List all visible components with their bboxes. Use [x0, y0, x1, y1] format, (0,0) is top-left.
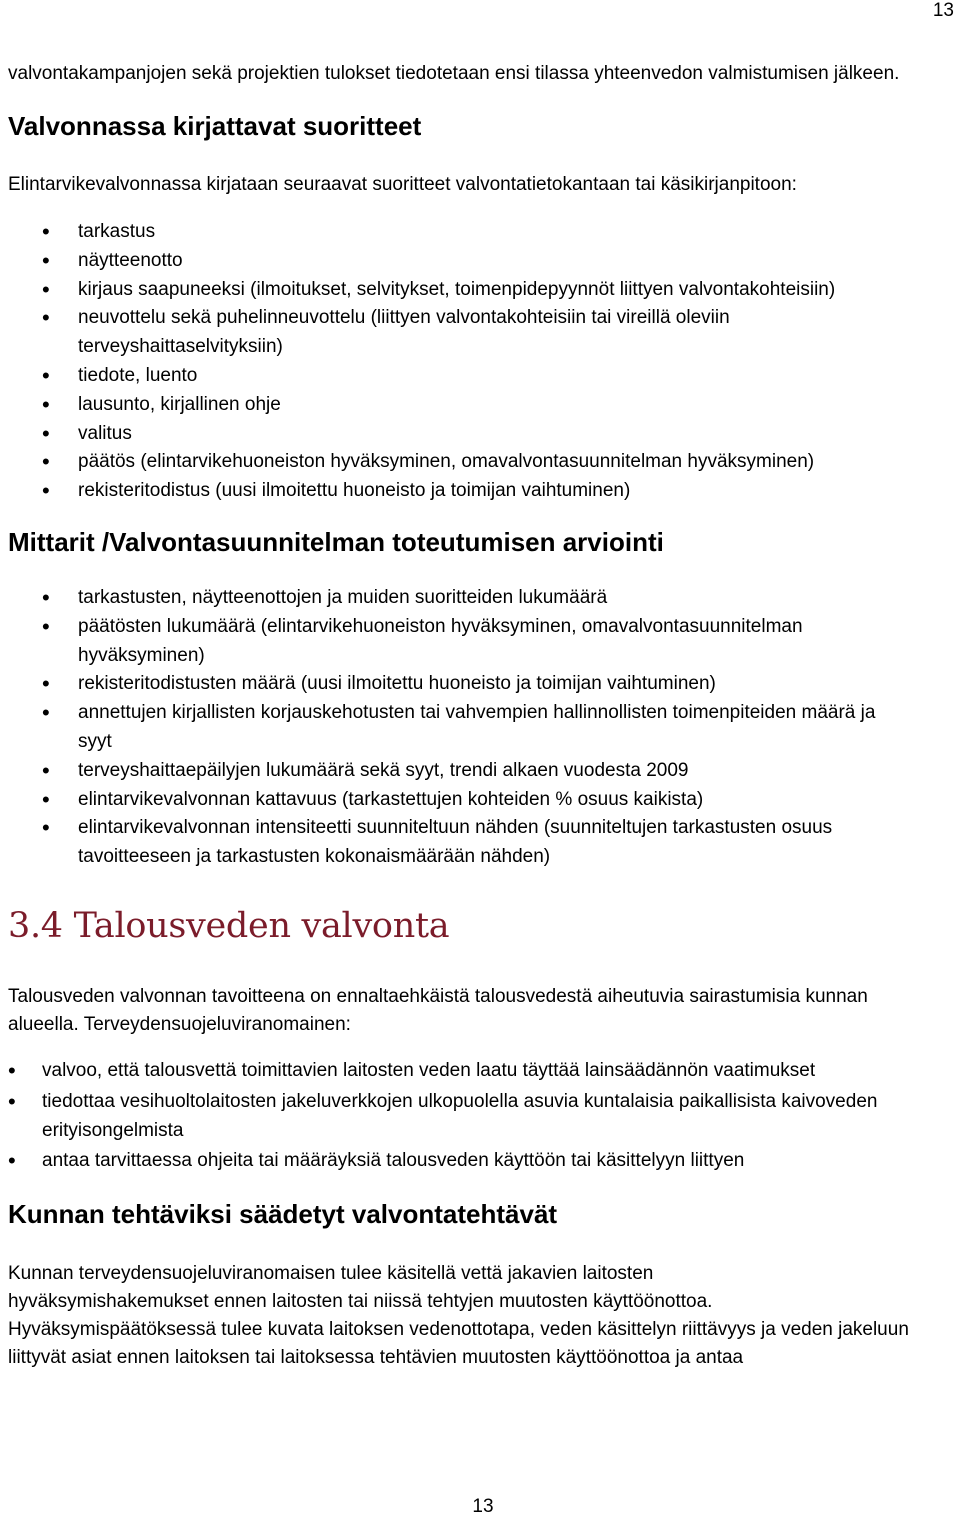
chapter-title-talousvesi: 3.4 Talousveden valvonta — [8, 905, 450, 946]
page-number-bottom: 13 — [472, 1496, 494, 1517]
list-item: • elintarvikevalvonnan intensiteetti suunniteltuun nähden (suunniteltujen tarkastusten osuus tavoitteeseen ja tarkastusten kokonaismäärään nähden) — [8, 814, 928, 872]
suoritteet-list — [8, 218, 898, 506]
list-item: • tarkastusten, näytteenottojen ja muiden suoritteiden lukumäärä — [8, 584, 928, 613]
kunnan-para-1: Kunnan terveydensuojeluviranomaisen tulee käsitellä vettä jakavien laitosten hyväksymishakemukset ennen laitosten tai niissä tehtyjen muutosten käyttöönottoa. — [8, 1263, 713, 1313]
section-title-kunnan: Kunnan tehtäviksi säädetyt valvontatehtävät — [8, 1199, 558, 1230]
list-item: • rekisteritodistus (uusi ilmoitettu huoneisto ja toimijan vaihtuminen) — [8, 477, 898, 506]
talousvesi-list — [8, 1057, 928, 1176]
list-item: • näytteenotto — [8, 247, 898, 276]
list-item: • elintarvikevalvonnan kattavuus (tarkastettujen kohteiden % osuus kaikista) — [8, 786, 928, 815]
section-title-mittarit: Mittarit /Valvontasuunnitelman toteutumisen arviointi — [8, 526, 664, 557]
list-item: • valitus — [8, 420, 898, 449]
list-item: • kirjaus saapuneeksi (ilmoitukset, selvitykset, toimenpidepyynnöt liittyen valvontakohteisiin) — [8, 276, 898, 305]
page-content — [8, 60, 958, 1372]
list-item: • tiedote, luento — [8, 362, 898, 391]
list-item: • rekisteritodistusten määrä (uusi ilmoitettu huoneisto ja toimijan vaihtuminen) — [8, 670, 928, 699]
list-item: • tiedottaa vesihuoltolaitosten jakeluverkkojen ulkopuolella asuvia kuntalaisia paikallisista kaivoveden erityisongelmista — [8, 1088, 928, 1146]
list-item: • päätösten lukumäärä (elintarvikehuoneiston hyväksyminen, omavalvontasuunnitelman hyväksyminen) — [8, 613, 928, 671]
list-item: • antaa tarvittaessa ohjeita tai määräyksiä talousveden käyttöön tai käsittelyyn liittyen — [8, 1147, 928, 1176]
list-item: • neuvottelu sekä puhelinneuvottelu (liittyen valvontakohteisiin tai vireillä oleviin terveyshaittaselvityksiin) — [8, 304, 898, 362]
list-item: • annettujen kirjallisten korjauskehotusten tai vahvempien hallinnollisten toimenpiteiden määrä ja syyt — [8, 699, 928, 757]
talousvesi-intro: Talousveden valvonnan tavoitteena on ennaltaehkäistä talousvedestä aiheutuvia sairastumisia kunnan alueella. Terveydensuojeluviranomainen: — [8, 985, 868, 1035]
mittarit-list — [8, 584, 928, 872]
list-item: • terveyshaittaepäilyjen lukumäärä sekä syyt, trendi alkaen vuodesta 2009 — [8, 757, 928, 786]
kunnan-para-2: Hyväksymispäätöksessä tulee kuvata laitoksen vedenottotapa, veden käsittelyn riittävyys ja veden jakeluun liittyvät asiat ennen laitoksen tai laitoksessa tehtävien muutosten käyttöönottoa ja antaa — [8, 1319, 909, 1369]
section-title-suoritteet: Valvonnassa kirjattavat suoritteet — [8, 111, 422, 141]
intro-continuation: valvontakampanjojen sekä projektien tulokset tiedotetaan ensi tilassa yhteenvedon valmistumisen jälkeen. — [8, 63, 900, 84]
list-item: • lausunto, kirjallinen ohje — [8, 391, 898, 420]
suoritteet-intro: Elintarvikevalvonnassa kirjataan seuraavat suoritteet valvontatietokantaan tai käsikirjanpitoon: — [8, 174, 797, 195]
list-item: • valvoo, että talousvettä toimittavien laitosten veden laatu täyttää lainsäädännön vaatimukset — [8, 1057, 928, 1086]
page-number-top: 13 — [932, 0, 954, 21]
list-item: • tarkastus — [8, 218, 898, 247]
list-item: • päätös (elintarvikehuoneiston hyväksyminen, omavalvontasuunnitelman hyväksyminen) — [8, 448, 898, 477]
